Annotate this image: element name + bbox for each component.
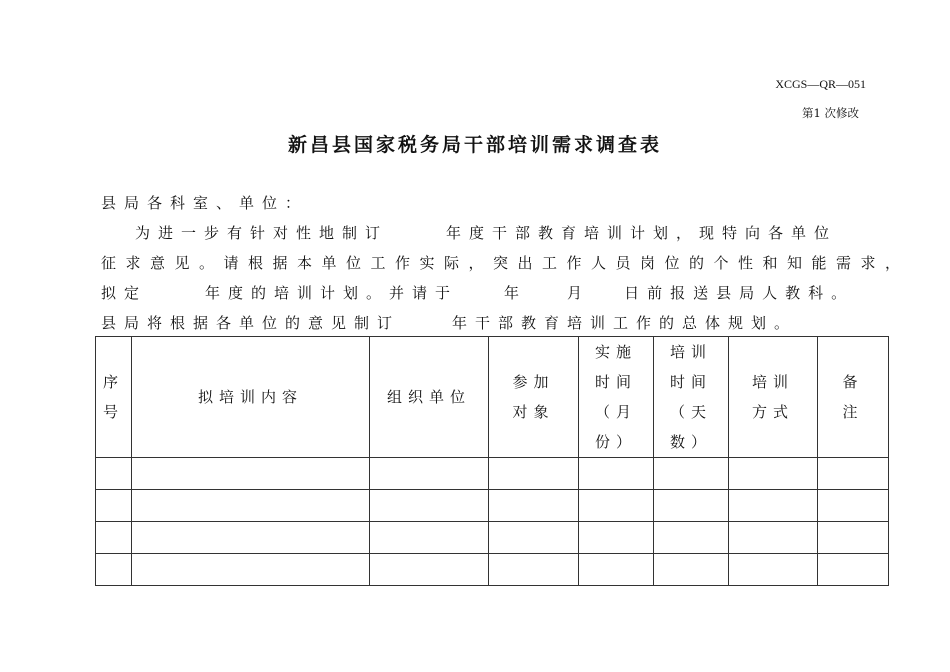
table-row [96, 522, 889, 554]
paragraph-line-4 [101, 312, 797, 333]
cell-org[interactable] [370, 458, 489, 490]
cell-seq[interactable] [96, 458, 132, 490]
cell-participants[interactable] [489, 554, 579, 586]
page-title: 新昌县国家税务局干部培训需求调查表 [287, 134, 662, 156]
cell-participants[interactable] [489, 458, 579, 490]
salutation: 县局各科室、单位： [101, 194, 309, 212]
salutation-line [101, 192, 308, 213]
cell-org[interactable] [370, 554, 489, 586]
header-impl-time: 实施 时间 （月 份） [579, 337, 654, 458]
cell-impl-time[interactable] [579, 522, 654, 554]
text-segment: 县局将根据各单位的意见制订 [101, 314, 401, 332]
table-header-row [96, 337, 889, 458]
cell-impl-time[interactable] [579, 490, 654, 522]
header-seq: 序 号 [96, 337, 132, 458]
cell-duration[interactable] [654, 522, 729, 554]
text-segment: 日前报送县局人教科。 [624, 284, 855, 302]
paragraph-line-2 [101, 252, 910, 273]
header-method: 培训 方式 [729, 337, 818, 458]
cell-remarks[interactable] [818, 458, 889, 490]
paragraph-line-1 [135, 222, 837, 243]
cell-remarks[interactable] [818, 490, 889, 522]
cell-duration[interactable] [654, 554, 729, 586]
cell-seq[interactable] [96, 554, 132, 586]
paragraph-line-3 [101, 282, 854, 303]
cell-method[interactable] [729, 554, 818, 586]
cell-content[interactable] [132, 458, 370, 490]
text-segment: 月 [567, 284, 591, 302]
header-participants: 参加 对象 [489, 337, 579, 458]
cell-participants[interactable] [489, 522, 579, 554]
cell-remarks[interactable] [818, 522, 889, 554]
cell-content[interactable] [132, 554, 370, 586]
cell-content[interactable] [132, 522, 370, 554]
cell-method[interactable] [729, 522, 818, 554]
text-segment: 拟定 [101, 284, 148, 302]
header-duration: 培训 时间 （天 数） [654, 337, 729, 458]
header-content: 拟培训内容 [132, 337, 370, 458]
table-row [96, 490, 889, 522]
text-segment: 年度的培训计划。并请于 [205, 284, 459, 302]
cell-method[interactable] [729, 458, 818, 490]
cell-method[interactable] [729, 490, 818, 522]
training-needs-table [95, 336, 889, 586]
cell-seq[interactable] [96, 490, 132, 522]
cell-duration[interactable] [654, 458, 729, 490]
revision-note: 第1 次修改 [802, 106, 859, 120]
text-segment: 年干部教育培训工作的总体规划。 [452, 314, 798, 332]
document-code: XCGS—QR—051 [775, 77, 866, 91]
cell-org[interactable] [370, 490, 489, 522]
cell-content[interactable] [132, 490, 370, 522]
table-row [96, 554, 889, 586]
text-segment: 年度干部教育培训计划，现特向各单位 [446, 224, 838, 242]
header-remarks: 备 注 [818, 337, 889, 458]
text-segment: 征求意见。请根据本单位工作实际，突出工作人员岗位的个性和知能需求， [101, 254, 910, 272]
text-segment: 年 [504, 284, 528, 302]
text-segment: 为进一步有针对性地制订 [135, 224, 389, 242]
cell-duration[interactable] [654, 490, 729, 522]
table-row [96, 458, 889, 490]
header-org: 组织单位 [370, 337, 489, 458]
cell-participants[interactable] [489, 490, 579, 522]
cell-impl-time[interactable] [579, 554, 654, 586]
cell-seq[interactable] [96, 522, 132, 554]
cell-remarks[interactable] [818, 554, 889, 586]
cell-org[interactable] [370, 522, 489, 554]
cell-impl-time[interactable] [579, 458, 654, 490]
